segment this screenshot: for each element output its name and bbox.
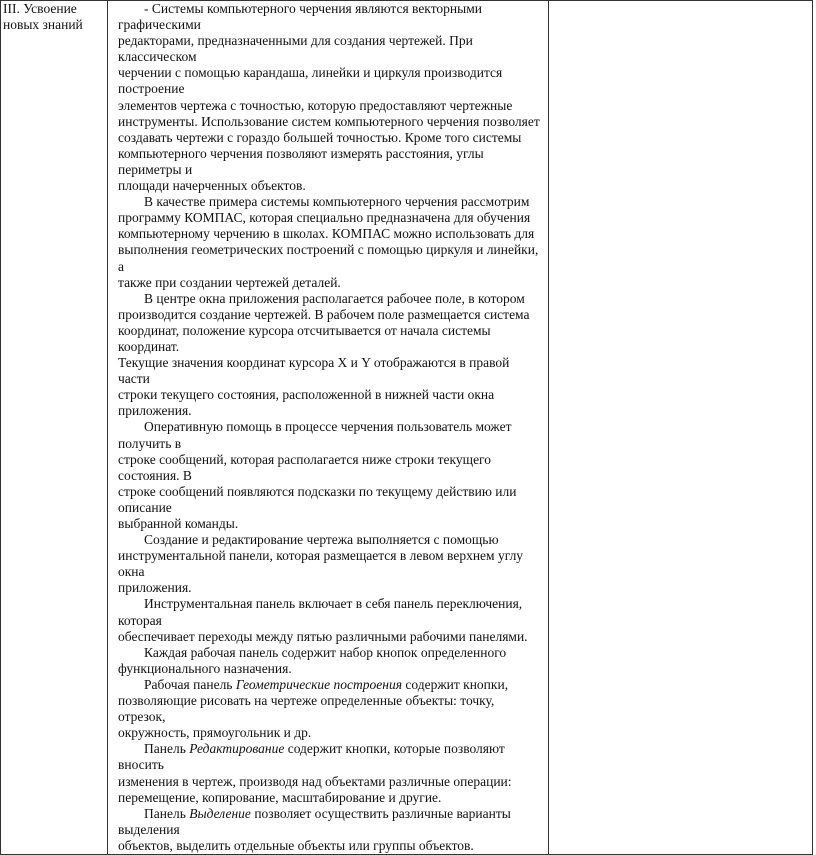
content-cell xyxy=(108,1,549,855)
paragraph-kompas: В качестве примера системы компьютерного черчения рассмотрим программу КОМПАС, которая специально предназначена для обучения компьютерному черчению в школах. КОМПАС можно использовать для выполнения геометрических построений с помощью циркуля и линейки, а также при создании чертежей деталей. xyxy=(118,194,539,290)
paragraph-selection-after: позволяет осуществить различные варианты выделения объектов, выделить отдельные объекты или группы объектов. xyxy=(118,805,511,853)
paragraph-geometry-term: Геометрические построения xyxy=(235,676,402,692)
paragraph-editing-term: Редактирование xyxy=(189,741,285,757)
paragraph-intro: - Системы компьютерного черчения являются векторными графическими редакторами, предназначенными для создания чертежей. При классическом черчении с помощью карандаша, линейки и циркуля производится построение элементов чертежа с точностью, которую предоставляют чертежные инструменты. Использование систем компьютерного черчения позволяет создавать чертежи с гораздо большей точностью. Кроме того системы компьютерного черчения позволяют измерять расстояния, углы периметры и площади начерченных объектов. xyxy=(118,1,540,194)
paragraph-tool-panel: Создание и редактирование чертежа выполняется с помощью инструментальной панели, которая размещается в левом верхнем углу окна приложения. xyxy=(118,532,524,596)
paragraph-geometry-before: Рабочая панель xyxy=(144,676,236,692)
paragraph-selection-term: Выделение xyxy=(189,805,251,821)
empty-cell xyxy=(549,1,813,855)
paragraph-switch-panel: Инструментальная панель включает в себя панель переключения, которая обеспечивает переходы между пятью различными рабочими панелями. xyxy=(118,596,528,644)
paragraph-editing-panel xyxy=(118,741,542,805)
stage-cell xyxy=(1,1,108,855)
paragraph-selection-panel xyxy=(118,806,542,854)
paragraph-geometry-panel xyxy=(118,677,542,741)
paragraph-editing-before: Панель xyxy=(144,741,190,757)
paragraph-geometry-after: содержит кнопки, позволяющие рисовать на чертеже определенные объекты: точку, отрезок, окружность, прямоугольник и др. xyxy=(118,676,509,741)
paragraph-selection-before: Панель xyxy=(144,805,190,821)
paragraph-work-field: В центре окна приложения располагается рабочее поле, в котором производится создание чертежей. В рабочем поле размещается система координат, положение курсора отсчитывается от начала системы координат. Текущие значения координат курсора X и Y отображаются в правой части строки текущего состояния, расположенной в нижней части окна приложения. xyxy=(118,290,530,419)
content-text xyxy=(108,1,548,854)
stage-label: III. Усвоение новых знаний xyxy=(3,1,83,32)
paragraph-work-panels: Каждая рабочая панель содержит набор кнопок определенного функционального назначения. xyxy=(118,644,507,676)
paragraph-editing-after: содержит кнопки, которые позволяют вносить изменения в чертеж, производя над объектами различные операции: перемещение, копирование, масштабирование и другие. xyxy=(118,741,512,805)
paragraph-message-line: Оперативную помощь в процессе черчения пользователь может получить в строке сообщений, которая располагается ниже строки текущего состояния. В строке сообщений появляются подсказки по текущему действию или описание выбранной команды. xyxy=(118,419,517,531)
table-row xyxy=(1,1,813,855)
